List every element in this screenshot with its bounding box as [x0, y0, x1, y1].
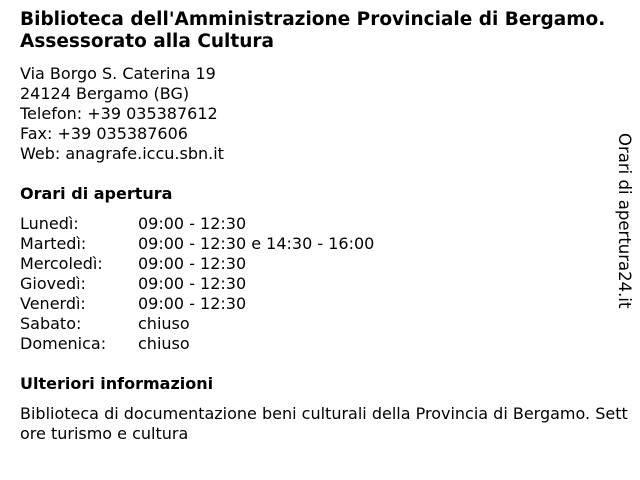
- contact-block: [20, 64, 224, 164]
- further-info-text: Biblioteca di documentazione beni culturali della Provincia di Bergamo. Settore turismo e cultura: [20, 404, 628, 443]
- time-value: 09:00 - 12:30: [138, 214, 247, 233]
- day-label: Venerdì:: [20, 294, 86, 313]
- further-info-heading: Ulteriori informazioni: [20, 374, 214, 393]
- address-line-street: Via Borgo S. Caterina 19: [20, 64, 216, 83]
- day-label: Sabato:: [20, 314, 82, 333]
- day-label: Domenica:: [20, 334, 107, 353]
- day-label: Martedì:: [20, 234, 87, 253]
- site-watermark-text: Orari di apertura24.it: [615, 133, 634, 309]
- time-value: 09:00 - 12:30: [138, 294, 247, 313]
- time-value: chiuso: [138, 334, 190, 353]
- time-value: 09:00 - 12:30: [138, 254, 247, 273]
- page-title: Biblioteca dell'Amministrazione Provinciale di Bergamo. Assessorato alla Cultura: [20, 9, 606, 52]
- day-label: Mercoledì:: [20, 254, 103, 273]
- site-watermark: [613, 133, 635, 311]
- website: Web: anagrafe.iccu.sbn.it: [20, 144, 224, 163]
- day-label: Giovedì:: [20, 274, 86, 293]
- time-value: chiuso: [138, 314, 190, 333]
- fax-number: Fax: +39 035387606: [20, 124, 188, 143]
- time-value: 09:00 - 12:30 e 14:30 - 16:00: [138, 234, 375, 253]
- time-value: 09:00 - 12:30: [138, 274, 247, 293]
- opening-hours-heading: Orari di apertura: [20, 184, 173, 203]
- phone-number: Telefon: +39 035387612: [20, 104, 218, 123]
- day-label: Lunedì:: [20, 214, 79, 233]
- address-line-city: 24124 Bergamo (BG): [20, 84, 190, 103]
